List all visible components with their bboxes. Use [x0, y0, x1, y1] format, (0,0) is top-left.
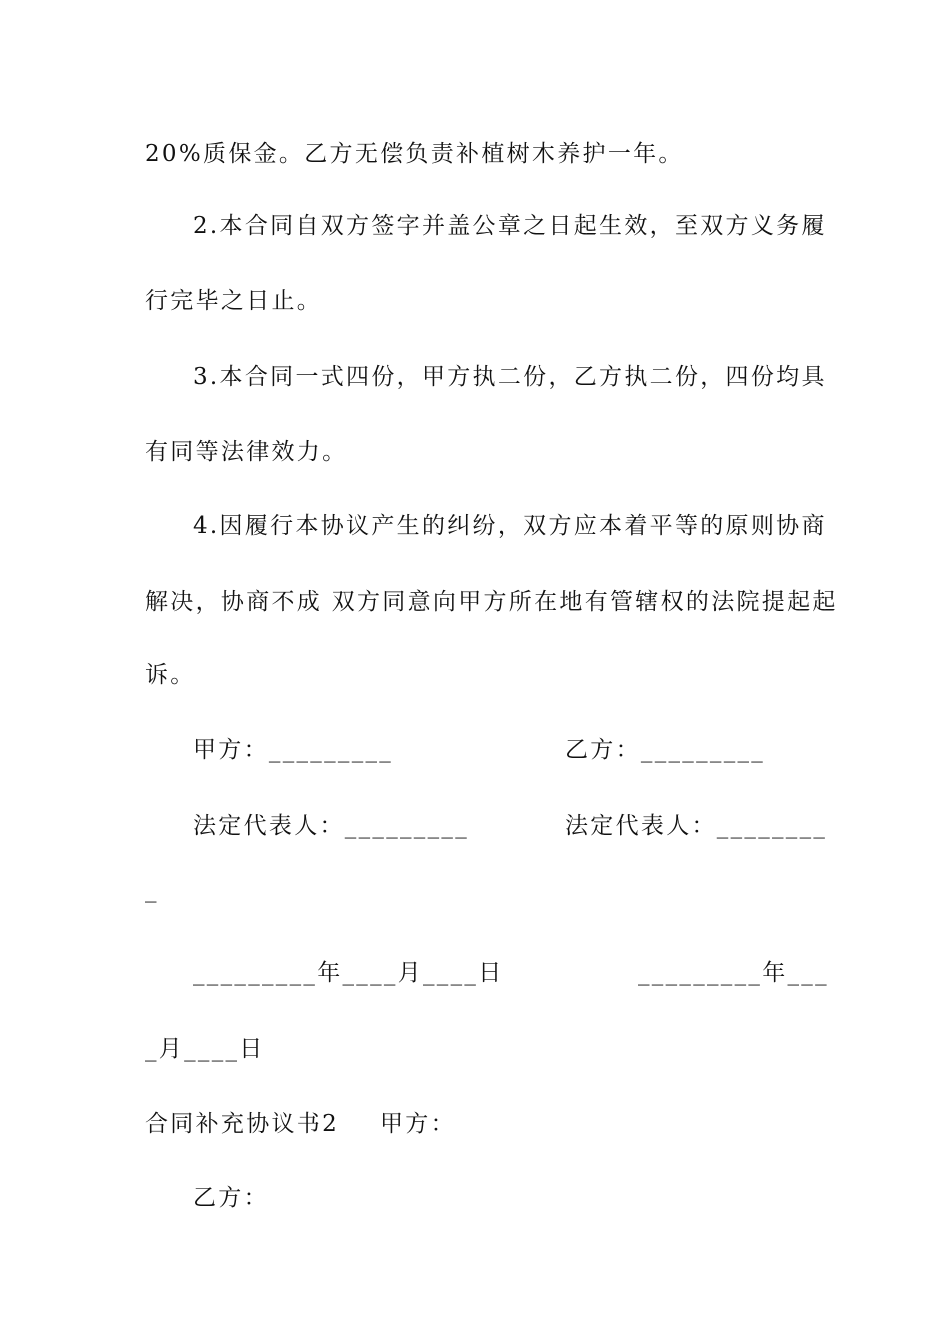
- party-b-date-wrap: _月____日: [145, 1036, 265, 1062]
- clause-2-line-2: 行完毕之日止。: [145, 288, 323, 314]
- next-agreement-party-b: 乙方：: [193, 1185, 269, 1211]
- clause-3-line-1: 3.本合同一式四份，甲方执二份，乙方执二份，四份均具: [193, 364, 827, 390]
- party-b-date: _________年___: [638, 960, 829, 986]
- clause-4-line-1: 4.因履行本协议产生的纠纷，双方应本着平等的原则协商: [193, 513, 827, 539]
- party-b-signature: 乙方：_________: [565, 737, 766, 763]
- party-a-representative: 法定代表人：_________: [193, 813, 469, 839]
- clause-1-tail: 20%质保金。乙方无偿负责补植树木养护一年。: [145, 141, 684, 167]
- clause-3-line-2: 有同等法律效力。: [145, 439, 348, 465]
- party-b-representative-wrap: _: [145, 877, 159, 903]
- next-agreement-party-a: 甲方：: [380, 1111, 456, 1137]
- clause-4-line-2: 解决，协商不成 双方同意向甲方所在地有管辖权的法院提起起: [145, 589, 838, 615]
- party-a-date: _________年____月____日: [193, 960, 504, 986]
- clause-2-line-1: 2.本合同自双方签字并盖公章之日起生效，至双方义务履: [193, 213, 827, 239]
- clause-4-line-3: 诉。: [145, 662, 196, 688]
- next-agreement-title: 合同补充协议书2: [145, 1111, 340, 1137]
- party-a-signature: 甲方：_________: [193, 737, 394, 763]
- party-b-representative: 法定代表人：________: [565, 813, 828, 839]
